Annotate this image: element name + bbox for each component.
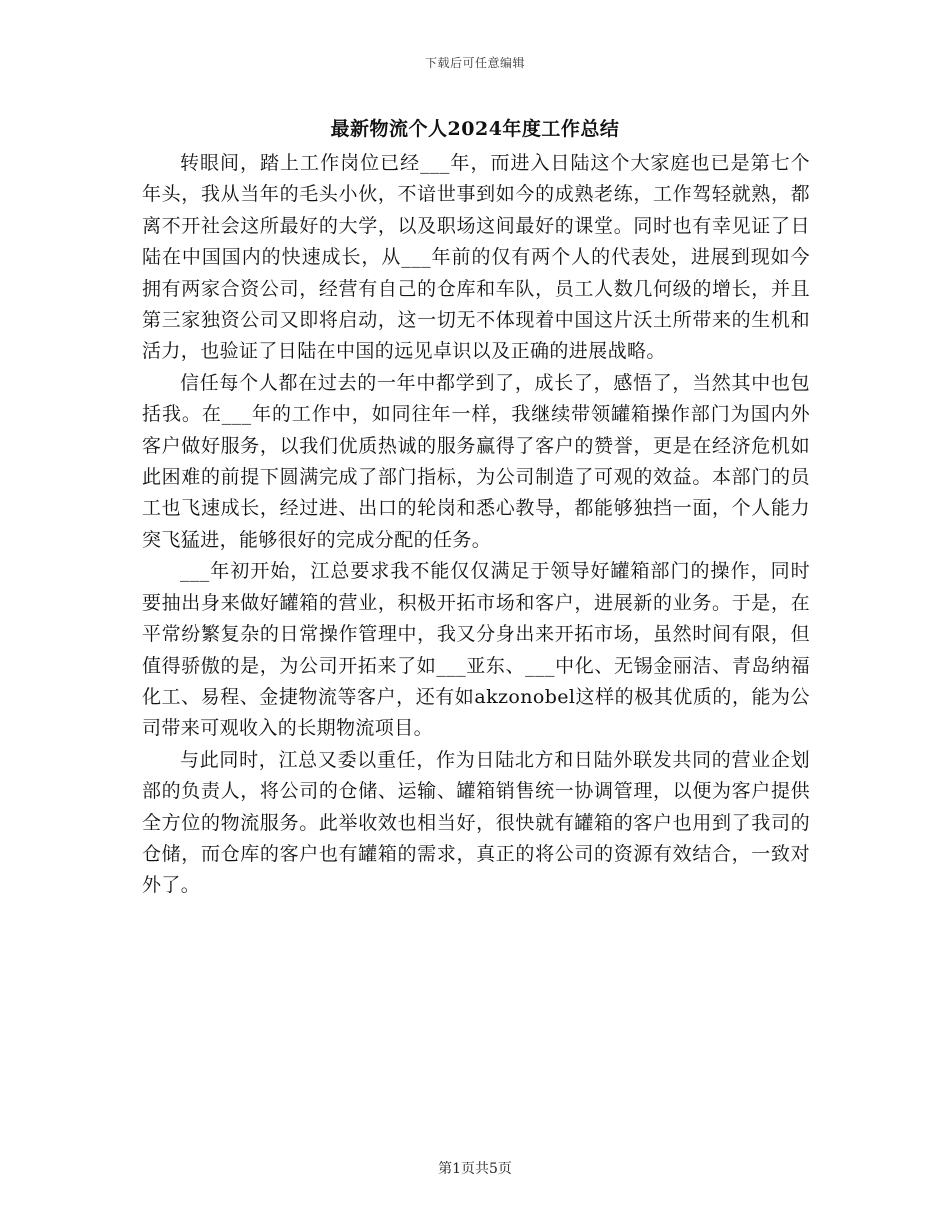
page-indicator: 第1页共5页 xyxy=(438,1161,512,1177)
document-title: 最新物流个人2024年度工作总结 xyxy=(330,118,620,140)
header-note: 下载后可任意编辑 xyxy=(424,56,525,70)
paragraph-4: 与此同时，江总又委以重任，作为日陆北方和日陆外联发共同的营业企划部的负责人，将公司的仓储、运输、罐箱销售统一协调管理，以便为客户提供全方位的物流服务。此举收效也相当好，很快就有罐箱的客户也用到了我司的仓储，而仓库的客户也有罐箱的需求，真正的将公司的资源有效结合，一致对外了。 xyxy=(142,748,810,897)
paragraph-2: 信任每个人都在过去的一年中都学到了，成长了，感悟了，当然其中也包括我。在___年的工作中，如同往年一样，我继续带领罐箱操作部门为国内外客户做好服务，以我们优质热诚的服务赢得了客户的赞誉，更是在经济危机如此困难的前提下圆满完成了部门指标，为公司制造了可观的效益。本部门的员工也飞速成长，经过进、出口的轮岗和悉心教导，都能够独挡一面，个人能力突飞猛进，能够很好的完成分配的任务。 xyxy=(142,371,810,551)
document-body xyxy=(142,148,810,902)
paragraph-3: ___年初开始，江总要求我不能仅仅满足于领导好罐箱部门的操作，同时要抽出身来做好罐箱的营业，积极开拓市场和客户，进展新的业务。于是，在平常纷繁复杂的日常操作管理中，我又分身出来开拓市场，虽然时间有限，但值得骄傲的是，为公司开拓来了如___亚东、___中化、无锡金丽洁、青岛纳福化工、易程、金捷物流等客户，还有如akzonobel这样的极其优质的，能为公司带来可观收入的长期物流项目。 xyxy=(142,560,810,740)
paragraph-1: 转眼间，踏上工作岗位已经___年，而进入日陆这个大家庭也已是第七个年头，我从当年的毛头小伙，不谙世事到如今的成熟老练，工作驾轻就熟，都离不开社会这所最好的大学，以及职场这间最好的课堂。同时也有幸见证了日陆在中国国内的快速成长，从___年前的仅有两个人的代表处，进展到现如今拥有两家合资公司，经营有自己的仓库和车队，员工人数几何级的增长，并且第三家独资公司又即将启动，这一切无不体现着中国这片沃土所带来的生机和活力，也验证了日陆在中国的远见卓识以及正确的进展战略。 xyxy=(142,152,810,363)
